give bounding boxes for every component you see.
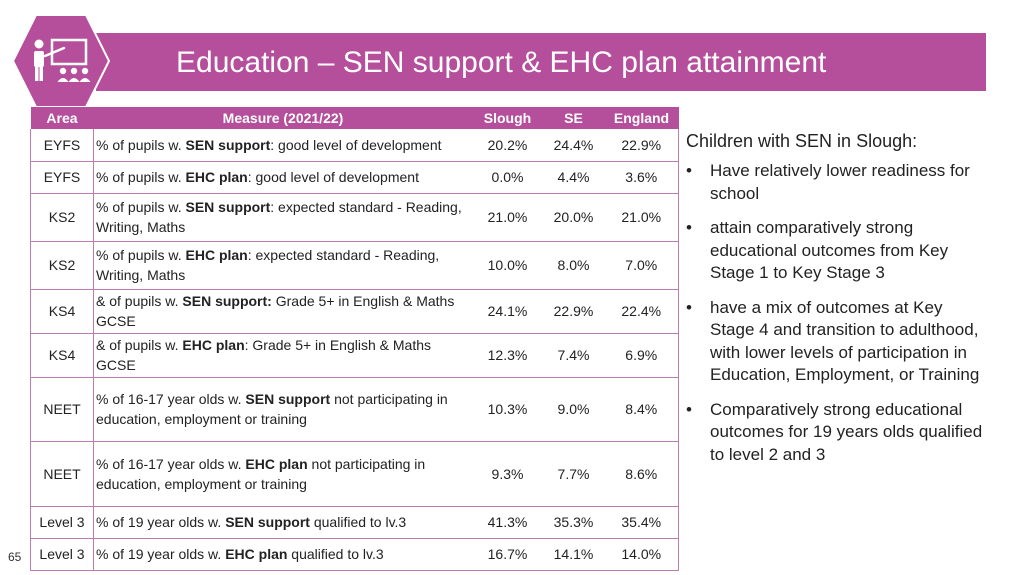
row-value-se: 24.4% (543, 129, 605, 161)
row-measure: % of pupils w. SEN support: good level of development (94, 129, 473, 161)
page-number: 65 (8, 550, 22, 564)
row-value-se: 20.0% (543, 193, 605, 241)
row-value-se: 7.7% (543, 441, 605, 506)
row-area: KS4 (31, 289, 94, 333)
row-area: Level 3 (31, 506, 94, 538)
row-area: EYFS (31, 129, 94, 161)
table-header-row (31, 107, 679, 129)
row-value-se: 35.3% (543, 506, 605, 538)
row-measure: % of pupils w. EHC plan: good level of development (94, 161, 473, 193)
table-row (31, 193, 679, 241)
row-measure: % of 16-17 year olds w. SEN support not participating in education, employment or training (94, 377, 473, 441)
column-header-measure: Measure (2021/22) (94, 107, 473, 129)
row-area: Level 3 (31, 538, 94, 570)
row-value-slough: 0.0% (473, 161, 543, 193)
table-row (31, 289, 679, 333)
table-row (31, 241, 679, 289)
summary-bullet: • Comparatively strong educational outcomes for 19 years olds qualified to level 2 and 3 (686, 399, 986, 467)
row-measure: % of 19 year olds w. EHC plan qualified to lv.3 (94, 538, 473, 570)
row-value-slough: 16.7% (473, 538, 543, 570)
table-row (31, 161, 679, 193)
summary-panel (686, 131, 986, 478)
row-value-england: 22.4% (605, 289, 679, 333)
row-value-se: 22.9% (543, 289, 605, 333)
row-value-se: 4.4% (543, 161, 605, 193)
row-value-england: 7.0% (605, 241, 679, 289)
summary-bullet: • Have relatively lower readiness for school (686, 160, 986, 205)
table-row (31, 441, 679, 506)
row-value-slough: 24.1% (473, 289, 543, 333)
row-value-england: 35.4% (605, 506, 679, 538)
column-header-slough: Slough (473, 107, 543, 129)
table-row (31, 129, 679, 161)
table-row (31, 333, 679, 377)
row-area: KS4 (31, 333, 94, 377)
row-measure: & of pupils w. SEN support: Grade 5+ in English & Maths GCSE (94, 289, 473, 333)
row-area: KS2 (31, 193, 94, 241)
row-value-england: 22.9% (605, 129, 679, 161)
summary-bullet: • attain comparatively strong educational outcomes from Key Stage 1 to Key Stage 3 (686, 217, 986, 285)
row-area: NEET (31, 377, 94, 441)
row-value-england: 6.9% (605, 333, 679, 377)
attainment-table (30, 107, 679, 571)
row-value-se: 8.0% (543, 241, 605, 289)
summary-list (686, 160, 986, 466)
row-value-slough: 41.3% (473, 506, 543, 538)
row-area: EYFS (31, 161, 94, 193)
row-value-england: 3.6% (605, 161, 679, 193)
row-measure: % of pupils w. SEN support: expected standard - Reading, Writing, Maths (94, 193, 473, 241)
row-value-slough: 20.2% (473, 129, 543, 161)
column-header-area: Area (31, 107, 94, 129)
title-banner (96, 33, 986, 91)
row-measure: & of pupils w. EHC plan: Grade 5+ in English & Maths GCSE (94, 333, 473, 377)
row-value-se: 14.1% (543, 538, 605, 570)
table-row (31, 506, 679, 538)
column-header-england: England (605, 107, 679, 129)
column-header-se: SE (543, 107, 605, 129)
table-row (31, 377, 679, 441)
summary-heading: Children with SEN in Slough: (686, 131, 918, 151)
row-area: NEET (31, 441, 94, 506)
row-value-slough: 10.3% (473, 377, 543, 441)
row-measure: % of 16-17 year olds w. EHC plan not participating in education, employment or training (94, 441, 473, 506)
row-value-slough: 9.3% (473, 441, 543, 506)
row-value-slough: 21.0% (473, 193, 543, 241)
row-measure: % of 19 year olds w. SEN support qualified to lv.3 (94, 506, 473, 538)
row-value-england: 14.0% (605, 538, 679, 570)
row-area: KS2 (31, 241, 94, 289)
summary-bullet: • have a mix of outcomes at Key Stage 4 and transition to adulthood, with lower levels of participation in Education, Employment, or Training (686, 297, 986, 387)
row-value-se: 9.0% (543, 377, 605, 441)
row-value-england: 8.4% (605, 377, 679, 441)
row-measure: % of pupils w. EHC plan: expected standard - Reading, Writing, Maths (94, 241, 473, 289)
row-value-england: 8.6% (605, 441, 679, 506)
row-value-se: 7.4% (543, 333, 605, 377)
row-value-slough: 12.3% (473, 333, 543, 377)
teacher-presenting-icon (12, 14, 110, 108)
row-value-slough: 10.0% (473, 241, 543, 289)
page-title: Education – SEN support & EHC plan attainment (176, 46, 827, 79)
row-value-england: 21.0% (605, 193, 679, 241)
table-row (31, 538, 679, 570)
